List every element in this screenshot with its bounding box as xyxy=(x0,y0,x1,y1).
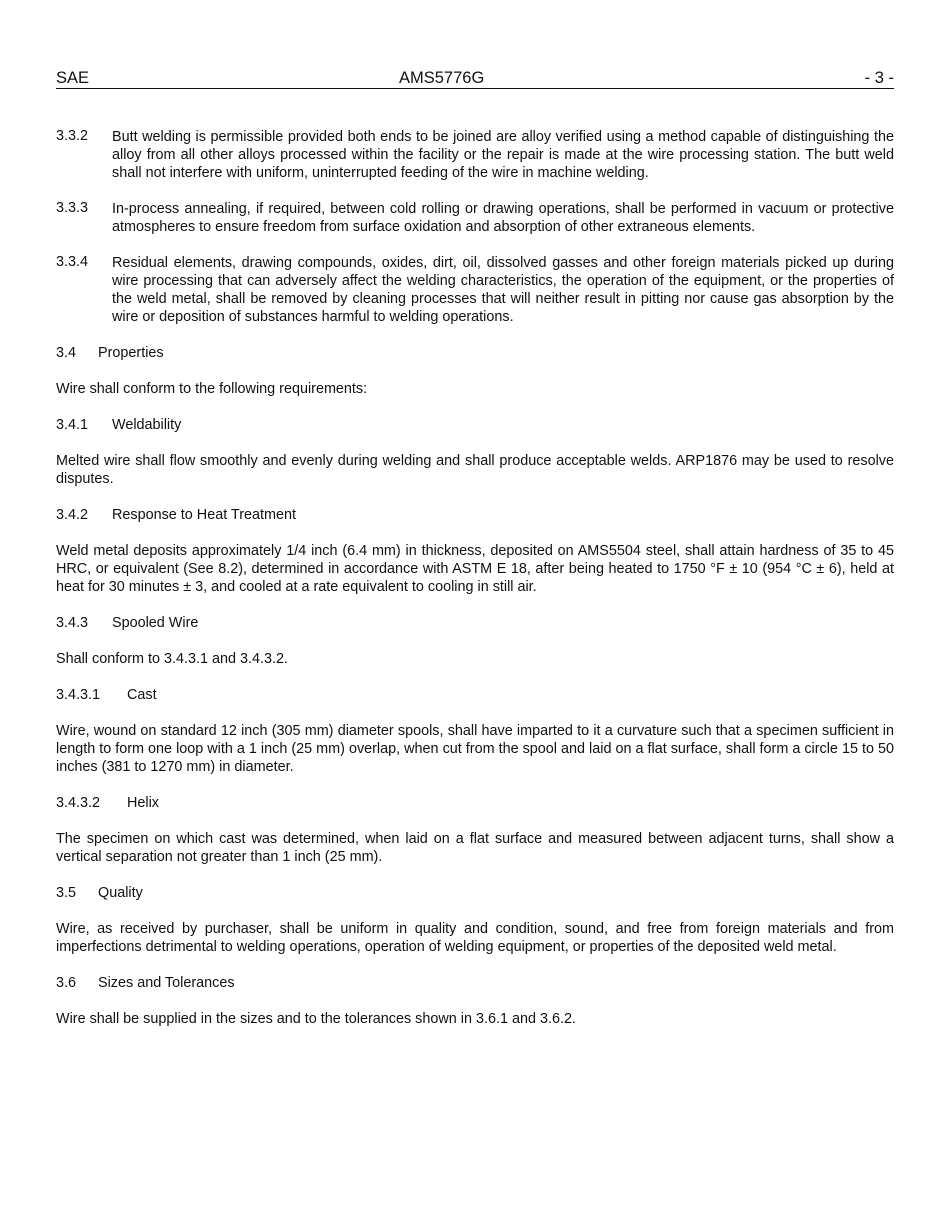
section-3-4-heading xyxy=(56,344,894,362)
section-3-3-2 xyxy=(56,128,894,182)
section-3-5-text: Wire, as received by purchaser, shall be uniform in quality and condition, sound, and free from foreign materials and from imperfections detrimental to welding operations, operation of welding equipment, or properties of the deposited weld metal. xyxy=(56,921,894,955)
section-3-4-1-heading xyxy=(56,416,894,434)
section-3-3-4 xyxy=(56,254,894,326)
section-number: 3.4.3.2 xyxy=(56,795,101,811)
section-text: Butt welding is permissible provided both ends to be joined are alloy verified using a method capable of distinguishing the alloy from all other alloys processed within the facility or the repair is made at the wire processing station. The butt weld shall not interfere with uniform, uninterrupted feeding of the wire in machine welding. xyxy=(112,129,894,181)
page-header xyxy=(56,68,894,89)
section-3-4-3-1-text: Wire, wound on standard 12 inch (305 mm) diameter spools, shall have imparted to it a curvature such that a specimen sufficient in length to form one loop with a 1 inch (25 mm) overlap, when cut from the spool and laid on a flat surface, shall form a circle 15 to 50 inches (381 to 1270 mm) in diameter. xyxy=(56,723,894,775)
section-text: Residual elements, drawing compounds, oxides, dirt, oil, dissolved gasses and other foreign materials picked up during wire processing that can adversely affect the welding characteristics, the operation of the equipment, or the properties of the weld metal, shall be removed by cleaning processes that will neither result in pitting nor cause gas absorption by the wire or deposition of substances harmful to welding operations. xyxy=(112,255,894,325)
document-body xyxy=(56,128,894,1046)
header-doc-number: AMS5776G xyxy=(399,69,485,87)
section-title: Quality xyxy=(98,885,143,901)
section-number: 3.4.1 xyxy=(56,417,89,433)
section-number: 3.3.4 xyxy=(56,254,89,270)
section-title: Response to Heat Treatment xyxy=(112,507,296,523)
header-org: SAE xyxy=(56,69,90,87)
section-3-4-2-heading xyxy=(56,506,894,524)
section-title: Properties xyxy=(98,345,164,361)
section-3-6-text: Wire shall be supplied in the sizes and to the tolerances shown in 3.6.1 and 3.6.2. xyxy=(56,1011,576,1027)
section-number: 3.4.3.1 xyxy=(56,687,101,703)
section-3-4-3-text: Shall conform to 3.4.3.1 and 3.4.3.2. xyxy=(56,651,288,667)
section-number: 3.4.2 xyxy=(56,507,89,523)
section-number: 3.4.3 xyxy=(56,615,89,631)
section-3-4-3-2-text: The specimen on which cast was determined, when laid on a flat surface and measured between adjacent turns, shall show a vertical separation not greater than 1 inch (25 mm). xyxy=(56,831,894,865)
section-text: In-process annealing, if required, between cold rolling or drawing operations, shall be performed in vacuum or protective atmospheres to ensure freedom from surface oxidation and absorption of other extraneous elements. xyxy=(112,201,894,235)
section-3-5-heading xyxy=(56,884,894,902)
section-number: 3.3.3 xyxy=(56,200,89,216)
section-title: Weldability xyxy=(112,417,182,433)
section-title: Sizes and Tolerances xyxy=(98,975,235,991)
section-3-6-heading xyxy=(56,974,894,992)
section-number: 3.4 xyxy=(56,345,77,361)
section-title: Helix xyxy=(127,795,159,811)
header-page-number: - 3 - xyxy=(864,69,894,87)
section-title: Spooled Wire xyxy=(112,615,199,631)
section-title: Cast xyxy=(127,687,157,703)
section-3-4-3-1-heading xyxy=(56,686,894,704)
section-3-4-3-2-heading xyxy=(56,794,894,812)
section-3-4-text: Wire shall conform to the following requirements: xyxy=(56,381,368,397)
section-3-3-3 xyxy=(56,200,894,236)
section-3-4-2-text: Weld metal deposits approximately 1/4 inch (6.4 mm) in thickness, deposited on AMS5504 steel, shall attain hardness of 35 to 45 HRC, or equivalent (See 8.2), determined in accordance with ASTM E 18, after being heated to 1750 °F ± 10 (954 °C ± 6), held at heat for 30 minutes ± 3, and cooled at a rate equivalent to cooling in still air. xyxy=(56,543,894,595)
section-number: 3.3.2 xyxy=(56,128,89,144)
section-3-4-3-heading xyxy=(56,614,894,632)
section-number: 3.5 xyxy=(56,885,77,901)
section-number: 3.6 xyxy=(56,975,77,991)
section-3-4-1-text: Melted wire shall flow smoothly and evenly during welding and shall produce acceptable welds. ARP1876 may be used to resolve disputes. xyxy=(56,453,894,487)
